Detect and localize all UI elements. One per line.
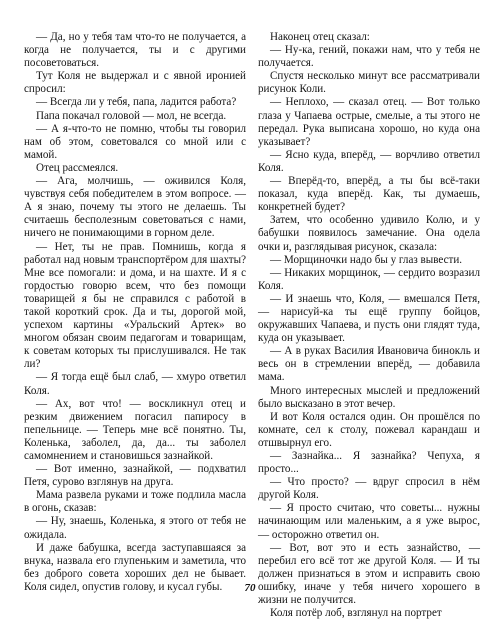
- paragraph: — Да, но у тебя там что-то не получается, а когда не получается, ты и с другими посоветоваться.: [24, 31, 246, 70]
- paragraph: Спустя несколько минут все рассматривали рисунок Коли.: [258, 70, 480, 96]
- paragraph: Наконец отец сказал:: [270, 31, 370, 43]
- paragraph: Затем, что особенно удивило Колю, и у бабушки появилось замечание. Она одела очки и, разглядывая рисунок, сказала:: [258, 214, 480, 253]
- paragraph: И вот Коля остался один. Он прошёлся по комнате, сел к столу, пожевал карандаш и отшвырнул его.: [258, 410, 480, 449]
- paragraph: — А я-что-то не помню, чтобы ты говорил нам об этом, советовался со мной или с мамой.: [24, 122, 246, 161]
- paragraph: — Зазнайка... Я зазнайка? Чепуха, я просто...: [258, 450, 480, 476]
- paragraph: — Вперёд-то, вперёд, а ты бы всё-таки показал, куда вперёд. Как, ты думаешь, конкретней будет?: [258, 175, 480, 214]
- right-text-column: [258, 31, 480, 620]
- paragraph: И даже бабушка, всегда заступавшаяся за внука, назвала его глупеньким и заметила, что без доброго совета хороших дел не бывает. Коля сидел, опустив голову, и кусал губы.: [24, 541, 246, 593]
- paragraph: — Вот именно, зазнайкой, — подхватил Петя, сурово взглянув на друга.: [24, 463, 246, 489]
- page-number: 70: [244, 582, 256, 594]
- paragraph: — Морщиночки надо бы у глаз вывести.: [270, 253, 463, 266]
- paragraph: — Вот, вот это и есть зазнайство, — перебил его всё тот же другой Коля. — И ты должен признаться в этом и исправить свою ошибку, иначе у тебя ничего хорошего в жизни не получится.: [258, 541, 480, 607]
- paragraph: — Неплохо, — сказал отец. — Вот только глаза у Чапаева острые, смелые, а ты этого не передал. Рука выписана хорошо, но куда она указывает?: [258, 96, 480, 148]
- paragraph: — А в руках Василия Ивановича бинокль и весь он в стремлении вперёд, — добавила мама.: [258, 345, 480, 384]
- paragraph: Мама развела руками и тоже подлила масла в огонь, сказав:: [24, 489, 246, 515]
- paragraph: — Ах, вот что! — воскликнул отец и резким движением погасил папиросу в пепельнице. — Теперь мне всё понятно. Ты, Коленька, заболел, да, да... ты заболел самомнением и становишься зазнайкой.: [24, 397, 246, 462]
- paragraph: — Ну, знаешь, Коленька, я этого от тебя не ожидала.: [24, 515, 246, 541]
- paragraph: Тут Коля не выдержал и с явной иронией спросил:: [24, 70, 246, 96]
- paragraph: Много интересных мыслей и предложений было высказано в этот вечер.: [258, 384, 480, 410]
- left-text-column: [24, 31, 246, 594]
- paragraph: — Ясно куда, вперёд, — ворчливо ответил Коля.: [258, 148, 480, 174]
- paragraph: — Всегда ли у тебя, папа, ладится работа?: [36, 96, 237, 109]
- paragraph: Коля потёр лоб, взглянул на портрет: [270, 607, 442, 620]
- paragraph: — Что просто? — вдруг спросил в нём другой Коля.: [258, 476, 480, 502]
- paragraph: Папа покачал головой — мол, не всегда.: [36, 109, 227, 122]
- paragraph: — Я просто считаю, что советы... нужны начинающим или маленьким, а я уже вырос, — осторожно ответил он.: [258, 502, 480, 541]
- paragraph: — Я тогда ещё был слаб, — хмуро ответил Коля.: [24, 371, 246, 397]
- paragraph: Отец рассмеялся.: [36, 161, 119, 174]
- paragraph: — Никаких морщинок, — сердито возразил Коля.: [258, 266, 480, 292]
- paragraph: — И знаешь что, Коля, — вмешался Петя, — нарисуй-ка ты ещё группу бойцов, окружавших Чапаева, и пусть они глядят туда, куда он указывает.: [258, 292, 480, 345]
- paragraph: — Ну-ка, гений, покажи нам, что у тебя не получается.: [258, 44, 480, 70]
- paragraph: — Нет, ты не прав. Помнишь, когда я работал над новым транспортёром для шахты? Мне все помогали: и дома, и на шахте. И я с гордостью говорю всем, что без помощи товарищей я бы не справился с работой в такой короткий срок. Да и ты, дорогой мой, успехом картины «Уральский Артек» во многом обязан своим педагогам и товарищам, к советам которых ты прислушивался. Не так ли?: [24, 240, 246, 371]
- paragraph: — Ага, молчишь, — оживился Коля, чувствуя себя победителем в этом вопросе. — А я знаю, почему ты этого не делаешь. Ты считаешь бесполезным советоваться с нами, ничего не понимающими в горном деле.: [24, 175, 246, 240]
